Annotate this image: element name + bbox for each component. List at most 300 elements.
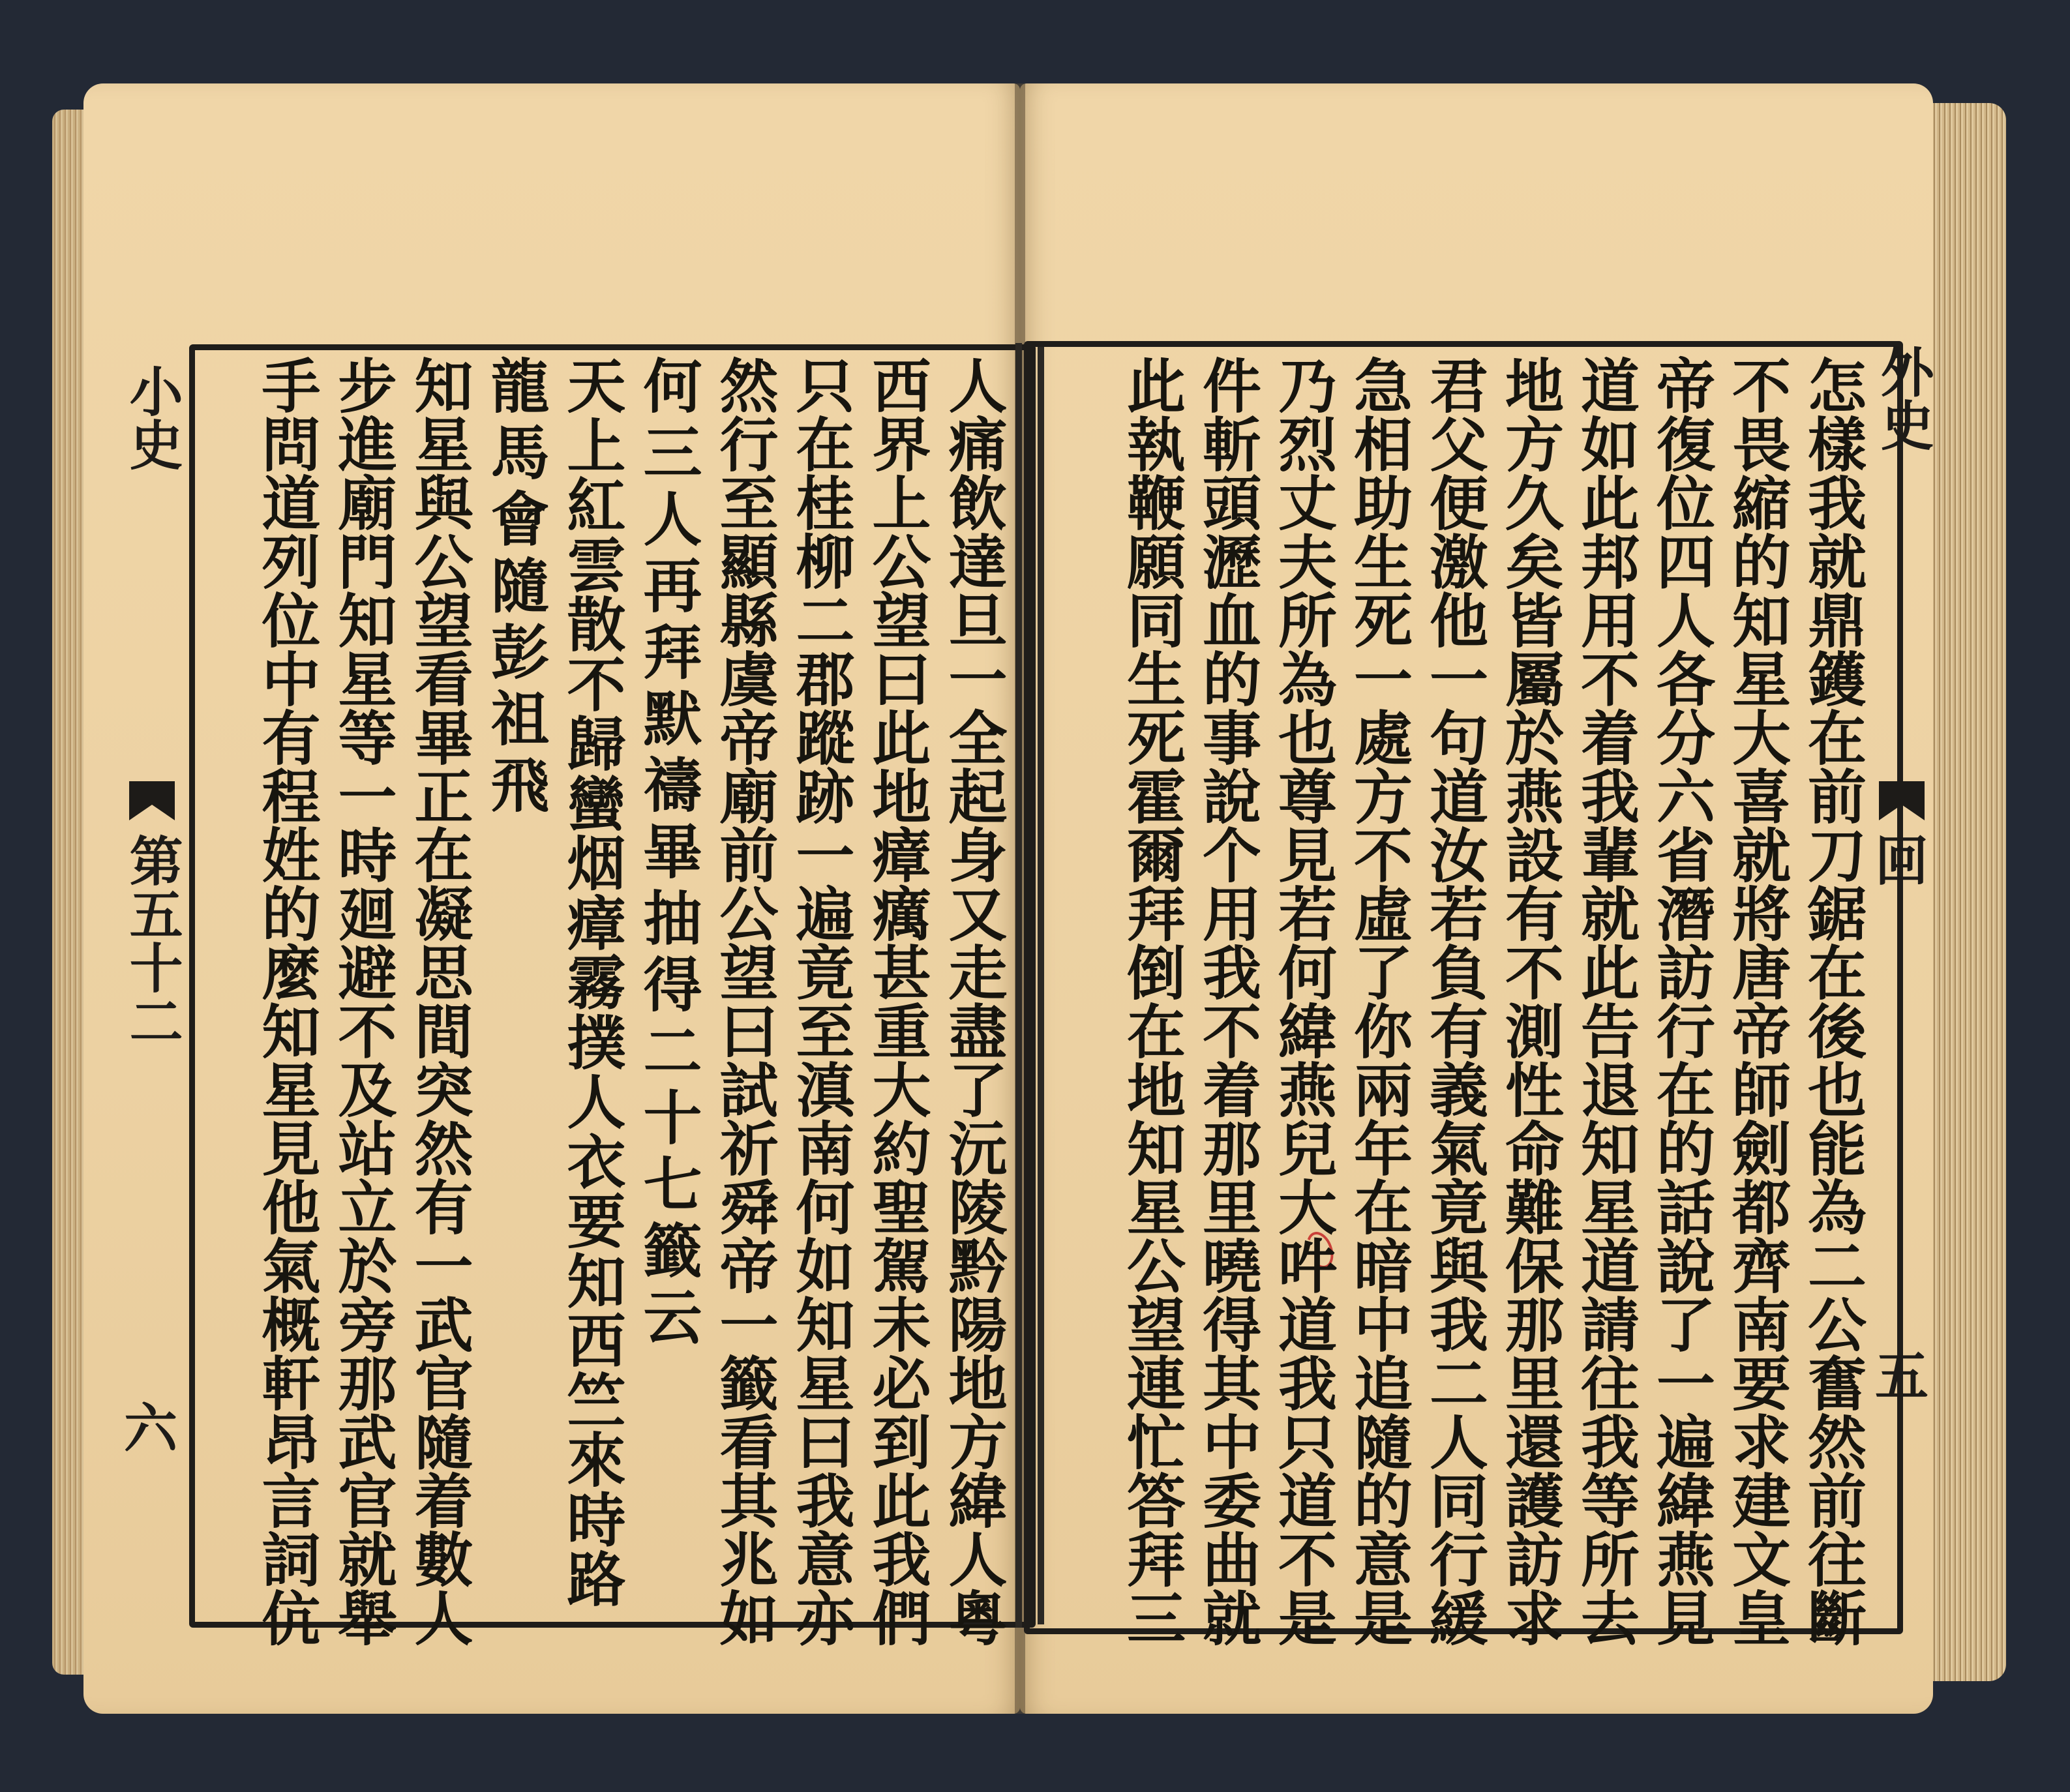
text-char: 齊	[1732, 1232, 1791, 1302]
text-char: 知	[1732, 587, 1791, 656]
text-char: 痛	[948, 411, 1008, 480]
text-char: 位	[262, 587, 321, 656]
text-char: 舉	[338, 1585, 397, 1654]
text-char: 地	[1127, 1056, 1186, 1126]
text-char: 軒	[262, 1350, 321, 1419]
text-char: 答	[1127, 1467, 1186, 1536]
text-char: 往	[1581, 1350, 1640, 1419]
text-char: 得	[643, 951, 702, 1020]
text-char: 來	[567, 1426, 626, 1495]
text-char: 雲	[567, 531, 626, 601]
text-char: 有	[1430, 998, 1488, 1067]
text-char: 一	[796, 822, 855, 891]
text-char: 道	[1278, 1291, 1337, 1360]
text-char: 方	[1505, 411, 1564, 480]
text-char: 然	[414, 1115, 473, 1184]
text-char: 吽	[1278, 1232, 1337, 1302]
text-char: 丈	[1278, 470, 1337, 539]
text-char: 至	[796, 998, 855, 1067]
text-char: 突	[414, 1056, 473, 1126]
text-char: 問	[262, 411, 321, 480]
text-char: 虞	[719, 646, 779, 715]
left-margin-title-text: 小史	[121, 364, 184, 471]
text-char: 皇	[1732, 1585, 1791, 1654]
text-char: 樣	[1808, 411, 1867, 480]
text-char: 說	[1203, 763, 1261, 832]
text-char: 地	[872, 763, 931, 832]
text-char: 了	[1354, 939, 1413, 1008]
text-char: 四	[1657, 528, 1715, 597]
text-char: 一	[948, 646, 1008, 715]
text-char: 昂	[262, 1409, 321, 1478]
text-char: 時	[567, 1486, 626, 1555]
text-char: 遍	[1657, 1409, 1715, 1478]
text-char: 遍	[796, 880, 855, 949]
text-char: 在	[414, 822, 473, 891]
text-char: 義	[1430, 1056, 1488, 1126]
text-char: 只	[796, 352, 855, 421]
text-char: 就	[338, 1526, 397, 1595]
text-char: 廟	[719, 763, 779, 832]
text-char: 在	[796, 411, 855, 480]
text-char: 西	[567, 1307, 626, 1376]
text-char: 也	[1808, 1056, 1867, 1126]
text-char: 默	[643, 685, 702, 754]
text-column	[635, 352, 711, 1609]
text-char: 一	[414, 1232, 473, 1302]
text-char: 往	[1808, 1526, 1867, 1595]
text-char: 竟	[796, 939, 855, 1008]
text-char: 正	[414, 763, 473, 832]
text-char: 見	[262, 1115, 321, 1184]
text-column	[558, 352, 635, 1615]
text-char: 武	[414, 1291, 473, 1360]
text-char: 年	[1354, 1115, 1413, 1184]
text-char: 緯	[1278, 998, 1337, 1067]
text-char: 大	[1732, 704, 1791, 773]
text-char: 的	[1657, 1115, 1715, 1184]
text-char: 蹤	[796, 704, 855, 773]
text-char: 行	[1657, 998, 1715, 1067]
text-char: 都	[1732, 1174, 1791, 1243]
left-margin-title	[121, 364, 184, 471]
text-char: 道	[262, 470, 321, 539]
text-char: 大	[872, 1056, 931, 1126]
text-char: 文	[1732, 1526, 1791, 1595]
text-char: 達	[948, 528, 1008, 597]
text-char: 避	[338, 939, 397, 1008]
text-char: 步	[338, 352, 397, 421]
text-char: 柳	[796, 528, 855, 597]
text-char: 霍	[1127, 763, 1186, 832]
text-char: 帝	[719, 704, 779, 773]
text-char: 縣	[719, 587, 779, 656]
text-char: 事	[1203, 704, 1261, 773]
text-char: 他	[262, 1174, 321, 1243]
text-char: 舜	[719, 1174, 779, 1243]
text-char: 里	[1505, 1350, 1564, 1419]
text-char: 紅	[567, 471, 626, 541]
text-char: 急	[1354, 352, 1413, 421]
text-char: 星	[414, 411, 473, 480]
text-char: 連	[1127, 1350, 1186, 1419]
text-char: 麼	[262, 939, 321, 1008]
text-char: 曰	[719, 998, 779, 1067]
text-char: 站	[338, 1115, 397, 1184]
text-char: 竟	[1430, 1174, 1488, 1243]
text-char: 星	[338, 646, 397, 715]
text-char: 能	[1808, 1115, 1867, 1184]
text-char: 曉	[1203, 1232, 1261, 1302]
text-char: 列	[262, 528, 321, 597]
text-char: 見	[1657, 1585, 1715, 1654]
text-char: 一	[1430, 646, 1488, 715]
text-char: 二	[1430, 1350, 1488, 1419]
text-char: 天	[567, 352, 626, 421]
text-char: 句	[1430, 704, 1488, 773]
text-char: 道	[1581, 352, 1640, 421]
text-char: 潛	[1657, 880, 1715, 949]
text-char: 知	[338, 587, 397, 656]
text-char: 旁	[338, 1291, 397, 1360]
text-char: 郡	[796, 646, 855, 715]
text-char: 看	[414, 646, 473, 715]
text-char: 皆	[1505, 587, 1564, 656]
text-char: 竺	[567, 1366, 626, 1436]
text-char: 然	[1808, 1409, 1867, 1478]
left-page-text	[201, 352, 1016, 1654]
text-char: 瘴	[567, 889, 626, 959]
text-char: 就	[1732, 822, 1791, 891]
text-char: 曰	[796, 1409, 855, 1478]
text-char: 也	[1278, 704, 1337, 773]
text-char: 如	[1581, 411, 1640, 480]
text-char: 頭	[1203, 470, 1261, 539]
text-char: 此	[872, 1467, 931, 1536]
text-char: 詞	[262, 1526, 321, 1595]
text-char: 甚	[872, 939, 931, 1008]
text-char: 何	[643, 352, 702, 421]
text-char: 不	[567, 650, 626, 720]
text-char: 桂	[796, 470, 855, 539]
text-char: 武	[338, 1409, 397, 1478]
text-column	[1799, 352, 1875, 1654]
text-char: 望	[414, 587, 473, 656]
text-char: 旦	[948, 587, 1008, 656]
text-char: 六	[1657, 763, 1715, 832]
text-char: 祖	[490, 685, 550, 754]
text-char: 知	[567, 1247, 626, 1317]
text-char: 就	[1808, 528, 1867, 597]
text-char: 望	[872, 587, 931, 656]
text-char: 道	[1581, 1232, 1640, 1302]
text-char: 約	[872, 1115, 931, 1184]
text-char: 如	[719, 1585, 779, 1654]
text-char: 不	[1732, 352, 1791, 421]
text-char: 蠻	[567, 769, 626, 839]
text-char: 隨	[414, 1409, 473, 1478]
text-char: 不	[1581, 646, 1640, 715]
text-char: 會	[490, 485, 550, 554]
text-char: 然	[719, 352, 779, 421]
text-char: 將	[1732, 880, 1791, 949]
left-margin-chapter	[121, 768, 184, 1047]
text-char: 飲	[948, 470, 1008, 539]
text-char: 一	[719, 1291, 779, 1360]
text-char: 知	[796, 1291, 855, 1360]
text-char: 在	[1127, 998, 1186, 1067]
text-char: 爾	[1127, 822, 1186, 891]
text-char: 燕	[1505, 763, 1564, 832]
text-char: 着	[1203, 1056, 1261, 1126]
text-char: 用	[1581, 587, 1640, 656]
text-char: 屬	[1505, 646, 1564, 715]
fish-tail-mark-right	[1879, 781, 1925, 820]
text-char: 方	[1354, 763, 1413, 832]
text-char: 用	[1203, 880, 1261, 949]
text-char: 立	[338, 1174, 397, 1243]
text-char: 上	[872, 470, 931, 539]
text-char: 件	[1203, 352, 1261, 421]
text-char: 他	[1430, 587, 1488, 656]
text-char: 身	[948, 822, 1008, 891]
text-char: 人	[414, 1585, 473, 1654]
text-char: 一	[338, 763, 397, 832]
text-char: 何	[796, 1174, 855, 1243]
text-char: 的	[1732, 528, 1791, 597]
text-char: 我	[1808, 470, 1867, 539]
text-char: 七	[643, 1150, 702, 1219]
text-char: 見	[1278, 822, 1337, 891]
text-char: 重	[872, 998, 931, 1067]
text-char: 星	[262, 1056, 321, 1126]
text-char: 緩	[1430, 1585, 1488, 1654]
text-char: 唐	[1732, 939, 1791, 1008]
text-char: 知	[1581, 1115, 1640, 1184]
text-char: 思	[414, 939, 473, 1008]
text-char: 官	[414, 1350, 473, 1419]
text-char: 告	[1581, 998, 1640, 1067]
text-char: 奮	[1808, 1350, 1867, 1419]
text-char: 刀	[1808, 822, 1867, 891]
text-char: 有	[414, 1174, 473, 1243]
text-char: 曲	[1203, 1526, 1261, 1595]
text-char: 了	[948, 1056, 1008, 1126]
right-margin-chapter	[1875, 768, 1929, 893]
text-char: 時	[338, 822, 397, 891]
text-char: 生	[1354, 528, 1413, 597]
text-char: 三	[643, 419, 702, 488]
text-char: 為	[1808, 1174, 1867, 1243]
right-leaf-number	[1875, 1345, 1929, 1408]
text-char: 所	[1278, 587, 1337, 656]
text-char: 我	[872, 1526, 931, 1595]
text-char: 縮	[1732, 470, 1791, 539]
text-char: 走	[948, 939, 1008, 1008]
text-char: 南	[796, 1115, 855, 1184]
text-char: 話	[1657, 1174, 1715, 1243]
text-char: 夫	[1278, 528, 1337, 597]
text-char: 癘	[872, 880, 931, 949]
text-char: 緯	[948, 1467, 1008, 1536]
text-char: 是	[1354, 1585, 1413, 1654]
text-char: 試	[719, 1056, 779, 1126]
text-char: 龍	[490, 352, 550, 421]
text-char: 飛	[490, 751, 550, 820]
text-char: 進	[338, 411, 397, 480]
text-char: 拜	[1127, 880, 1186, 949]
text-char: 要	[567, 1187, 626, 1257]
text-char: 在	[1657, 1056, 1715, 1126]
text-char: 望	[719, 939, 779, 1008]
text-char: 燕	[1278, 1056, 1337, 1126]
text-char: 與	[414, 470, 473, 539]
fish-tail-mark	[129, 781, 175, 820]
text-char: 我	[1203, 939, 1261, 1008]
text-char: 道	[1430, 763, 1488, 832]
text-char: 一	[1657, 1350, 1715, 1419]
text-char: 兒	[1278, 1115, 1337, 1184]
text-char: 生	[1127, 646, 1186, 715]
text-char: 姓	[262, 822, 321, 891]
text-char: 地	[948, 1350, 1008, 1419]
text-char: 願	[1127, 528, 1186, 597]
left-chapter-text: 第五十二	[121, 833, 184, 1047]
text-char: 曰	[872, 646, 931, 715]
text-char: 大	[1278, 1174, 1337, 1243]
text-char: 禱	[643, 751, 702, 820]
text-char: 不	[1278, 1526, 1337, 1595]
text-char: 人	[948, 352, 1008, 421]
text-column	[1724, 352, 1799, 1654]
text-char: 訪	[1505, 1526, 1564, 1595]
text-char: 喜	[1732, 763, 1791, 832]
text-char: 相	[1354, 411, 1413, 480]
text-char: 們	[872, 1585, 931, 1654]
text-char: 說	[1657, 1232, 1715, 1302]
text-char: 星	[796, 1350, 855, 1419]
text-char: 忙	[1127, 1409, 1186, 1478]
text-char: 星	[1127, 1174, 1186, 1243]
text-char: 隨	[490, 552, 550, 621]
text-char: 氣	[1430, 1115, 1488, 1184]
text-char: 鞭	[1127, 470, 1186, 539]
text-char: 處	[1354, 704, 1413, 773]
text-char: 性	[1505, 1056, 1564, 1126]
text-char: 概	[262, 1291, 321, 1360]
text-char: 畢	[643, 818, 702, 887]
text-char: 一	[1354, 646, 1413, 715]
text-char: 於	[1505, 704, 1564, 773]
text-char: 帝	[719, 1232, 779, 1302]
text-char: 官	[338, 1467, 397, 1536]
text-char: 行	[719, 411, 779, 480]
text-char: 云	[643, 1283, 702, 1352]
text-char: 只	[1278, 1409, 1337, 1478]
text-char: 助	[1354, 470, 1413, 539]
text-char: 拜	[1127, 1526, 1186, 1595]
text-column	[787, 352, 863, 1654]
text-char: 公	[1127, 1232, 1186, 1302]
text-char: 公	[719, 880, 779, 949]
text-char: 血	[1203, 587, 1261, 656]
text-char: 个	[1203, 822, 1261, 891]
text-column	[940, 352, 1016, 1654]
text-char: 意	[796, 1526, 855, 1595]
text-char: 氣	[262, 1232, 321, 1302]
text-char: 盡	[948, 998, 1008, 1067]
text-char: 我	[1430, 1291, 1488, 1360]
text-char: 就	[1581, 880, 1640, 949]
text-char: 劍	[1732, 1115, 1791, 1184]
text-char: 歸	[567, 710, 626, 779]
text-char: 倒	[1127, 939, 1186, 1008]
right-margin-title	[1872, 344, 1935, 451]
text-column	[329, 352, 406, 1654]
text-char: 又	[948, 880, 1008, 949]
text-char: 輩	[1581, 822, 1640, 891]
text-char: 人	[643, 485, 702, 554]
text-char: 沅	[948, 1115, 1008, 1184]
text-char: 你	[1354, 998, 1413, 1067]
text-char: 廟	[338, 470, 397, 539]
text-char: 鼎	[1808, 587, 1867, 656]
text-char: 復	[1657, 411, 1715, 480]
text-char: 地	[1505, 352, 1564, 421]
text-char: 汝	[1430, 822, 1488, 891]
text-char: 矣	[1505, 528, 1564, 597]
text-char: 求	[1505, 1585, 1564, 1654]
text-char: 後	[1808, 998, 1867, 1067]
text-char: 分	[1657, 704, 1715, 773]
text-char: 帝	[1657, 352, 1715, 421]
open-book	[52, 83, 2006, 1727]
text-char: 若	[1430, 880, 1488, 949]
text-char: 有	[1505, 880, 1564, 949]
text-char: 伉	[262, 1585, 321, 1654]
text-char: 前	[719, 822, 779, 891]
text-char: 斷	[1808, 1585, 1867, 1654]
text-char: 二	[796, 587, 855, 656]
text-char: 衣	[567, 1127, 626, 1197]
text-char: 帝	[1732, 998, 1791, 1067]
text-char: 要	[1732, 1350, 1791, 1419]
text-column	[253, 352, 329, 1654]
text-char: 彭	[490, 618, 550, 687]
text-char: 至	[719, 470, 779, 539]
text-char: 建	[1732, 1467, 1791, 1536]
text-char: 於	[338, 1232, 397, 1302]
text-char: 知	[1127, 1115, 1186, 1184]
text-char: 未	[872, 1291, 931, 1360]
text-char: 里	[1203, 1174, 1261, 1243]
text-char: 的	[1203, 646, 1261, 715]
text-char: 跡	[796, 763, 855, 832]
text-char: 君	[1430, 352, 1488, 421]
text-char: 聖	[872, 1174, 931, 1243]
text-char: 退	[1581, 1056, 1640, 1126]
text-char: 如	[796, 1232, 855, 1302]
text-char: 等	[1581, 1467, 1640, 1536]
text-char: 知	[414, 352, 473, 421]
text-column	[1572, 352, 1648, 1654]
text-char: 請	[1581, 1291, 1640, 1360]
text-char: 有	[262, 704, 321, 773]
text-char: 瘴	[872, 822, 931, 891]
text-char: 等	[338, 704, 397, 773]
text-char: 求	[1732, 1409, 1791, 1478]
right-page-text	[1040, 352, 1875, 1654]
